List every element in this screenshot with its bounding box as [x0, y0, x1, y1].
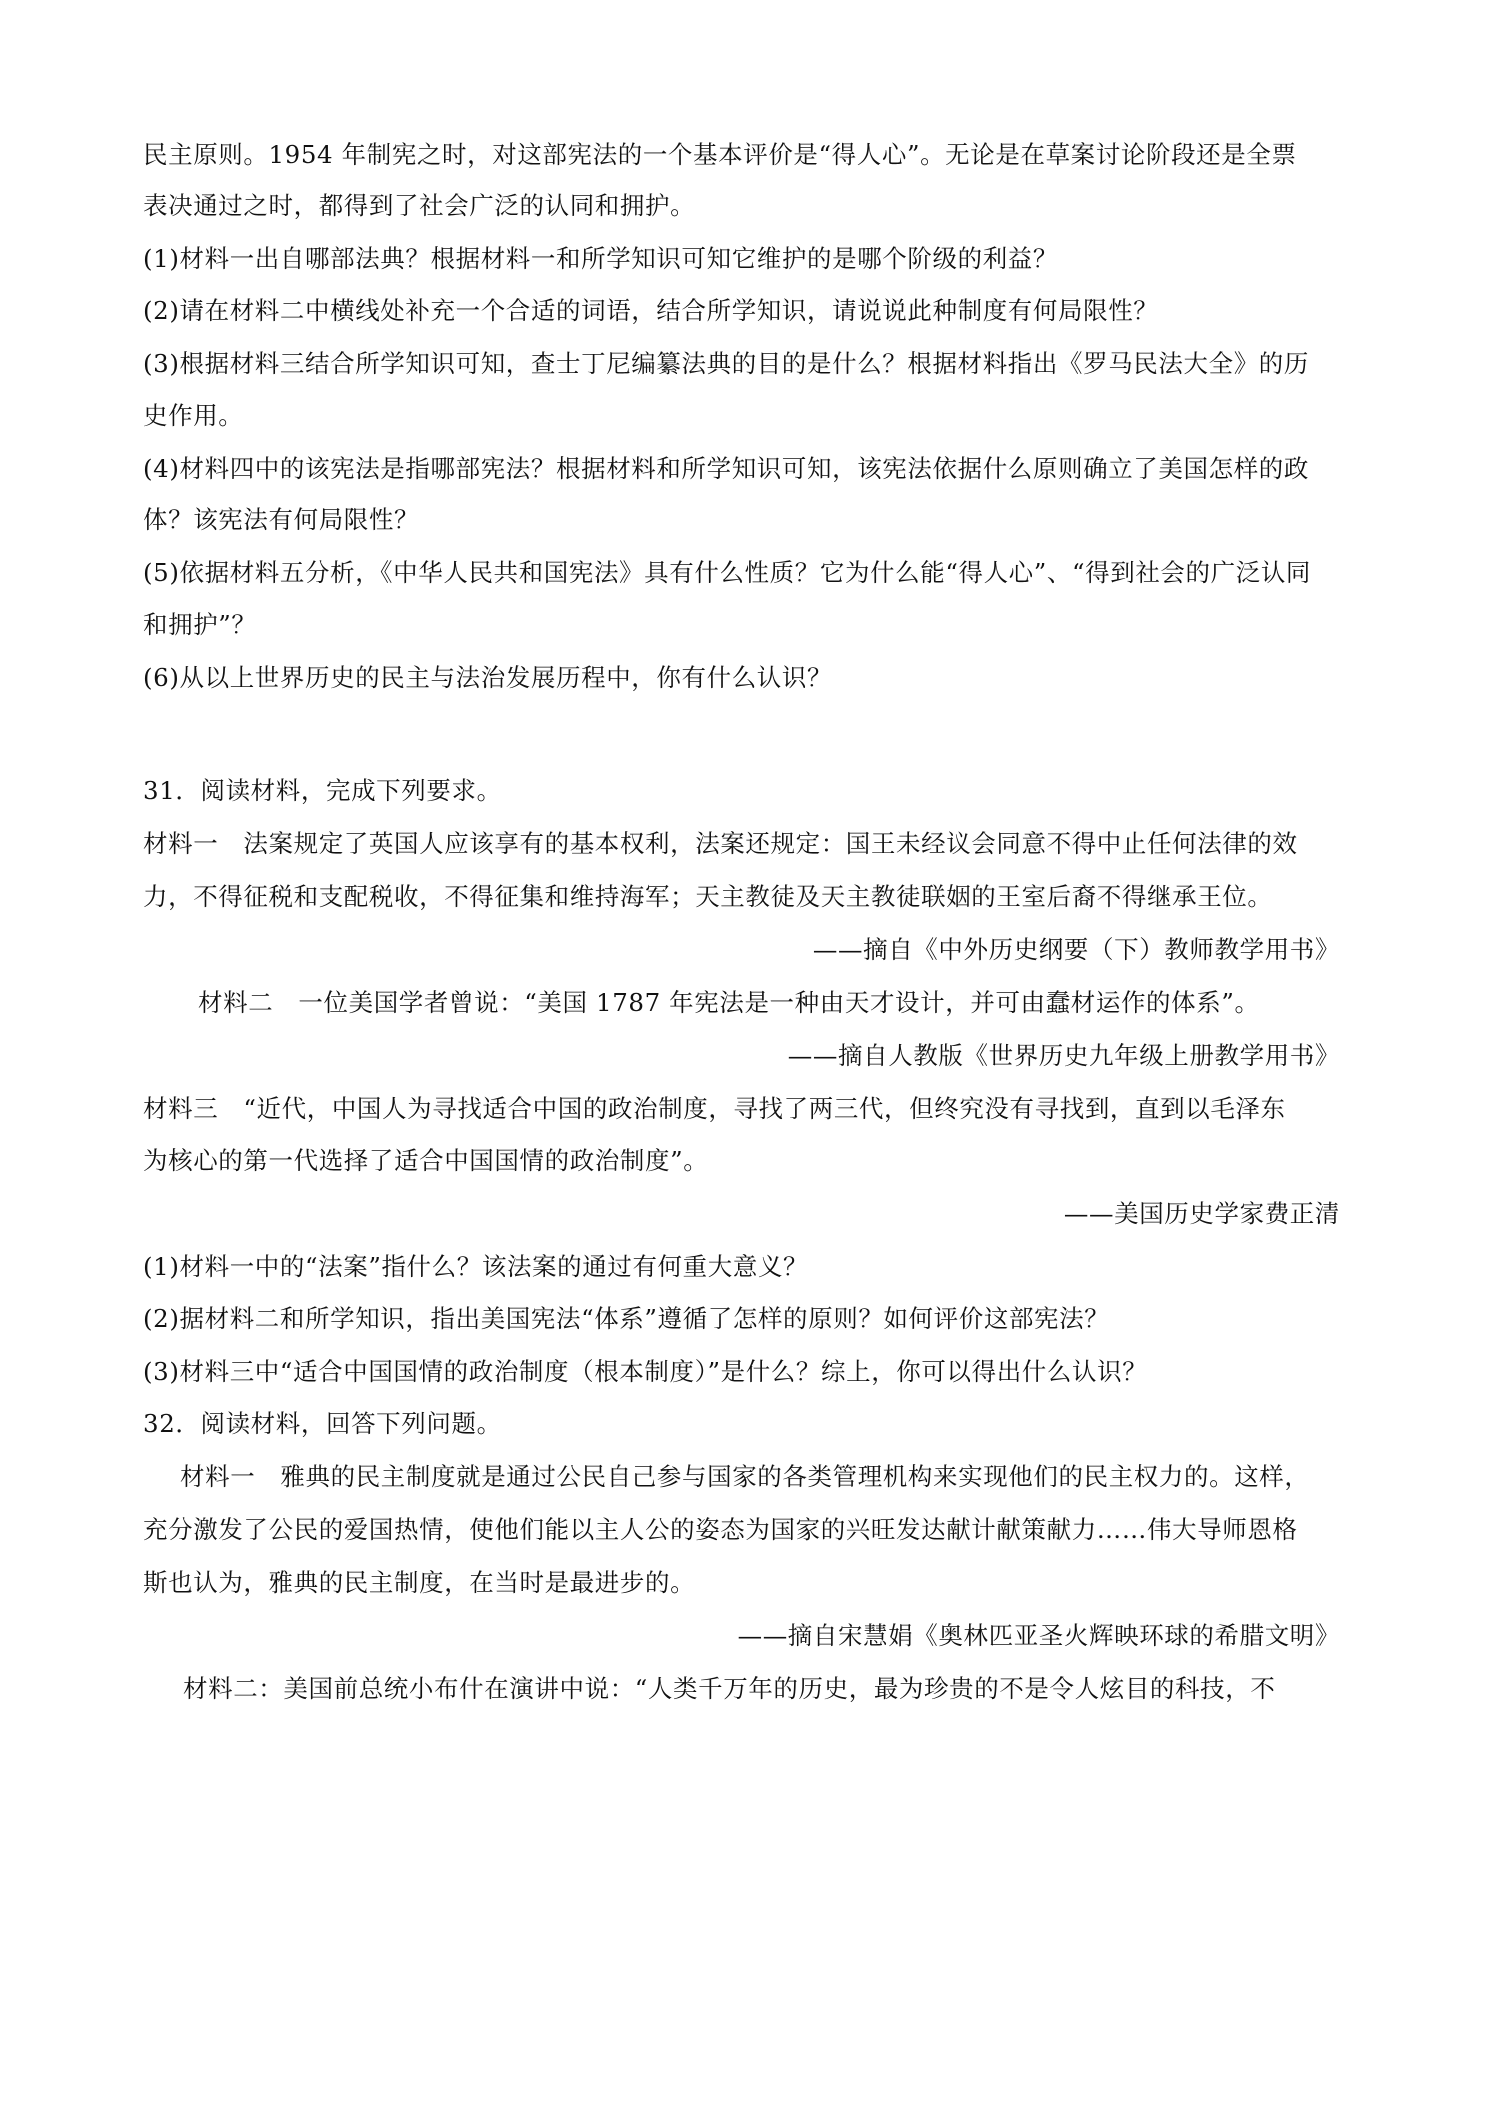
- q32-material-1-line-2: 充分激发了公民的爱国热情，使他们能以主人公的姿态为国家的兴旺发达献计献策献力……伟大导师恩格: [143, 1515, 1298, 1544]
- q30-question-4-line-1: (4)材料四中的该宪法是指哪部宪法？根据材料和所学知识可知，该宪法依据什么原则确立了美国怎样的政: [143, 454, 1309, 483]
- q32-material-2-line-1: 材料二：美国前总统小布什在演讲中说：“人类千万年的历史，最为珍贵的不是令人炫目的科技，不: [183, 1674, 1276, 1703]
- q31-question-3: (3)材料三中“适合中国国情的政治制度（根本制度）”是什么？综上，你可以得出什么认识？: [143, 1357, 1148, 1386]
- q31-question-1: (1)材料一中的“法案”指什么？该法案的通过有何重大意义？: [143, 1252, 809, 1281]
- q31-material-3-line-2: 为核心的第一代选择了适合中国国情的政治制度”。: [143, 1146, 709, 1175]
- q32-material-1-source: ——摘自宋慧娟《奥林匹亚圣火辉映环球的希腊文明》: [737, 1621, 1340, 1650]
- q31-material-2-line-1: 材料二 一位美国学者曾说：“美国 1787 年宪法是一种由天才设计，并可由蠢材运作的体系”。: [198, 988, 1260, 1017]
- q30-question-5-line-1: (5)依据材料五分析，《中华人民共和国宪法》具有什么性质？它为什么能“得人心”、“得到社会的广泛认同: [143, 558, 1312, 587]
- q30-question-5-line-2: 和拥护”？: [143, 610, 257, 639]
- q32-material-1-line-3: 斯也认为，雅典的民主制度，在当时是最进步的。: [143, 1568, 696, 1597]
- continuation-line-2: 表决通过之时，都得到了社会广泛的认同和拥护。: [143, 191, 696, 220]
- q30-question-3-line-2: 史作用。: [143, 401, 244, 430]
- q31-material-1-line-1: 材料一 法案规定了英国人应该享有的基本权利，法案还规定：国王未经议会同意不得中止任何法律的效: [143, 829, 1298, 858]
- q31-question-2: (2)据材料二和所学知识，指出美国宪法“体系”遵循了怎样的原则？如何评价这部宪法？: [143, 1304, 1110, 1333]
- q30-question-1: (1)材料一出自哪部法典？根据材料一和所学知识可知它维护的是哪个阶级的利益？: [143, 244, 1059, 273]
- q30-question-4-line-2: 体？该宪法有何局限性？: [143, 505, 420, 534]
- q31-material-3-line-1: 材料三 “近代，中国人为寻找适合中国的政治制度，寻找了两三代，但终究没有寻找到，直到以毛泽东: [143, 1094, 1286, 1123]
- q30-question-3-line-1: (3)根据材料三结合所学知识可知，查士丁尼编纂法典的目的是什么？根据材料指出《罗马民法大全》的历: [143, 349, 1309, 378]
- q31-heading: 31．阅读材料，完成下列要求。: [143, 776, 502, 805]
- q31-material-3-source: ——美国历史学家费正清: [1063, 1199, 1340, 1228]
- q32-material-1-line-1: 材料一 雅典的民主制度就是通过公民自己参与国家的各类管理机构来实现他们的民主权力的。这样，: [180, 1462, 1310, 1491]
- q31-material-1-line-2: 力，不得征税和支配税收，不得征集和维持海军；天主教徒及天主教徒联姻的王室后裔不得继承王位。: [143, 882, 1273, 911]
- q30-question-2: (2)请在材料二中横线处补充一个合适的词语，结合所学知识，请说说此种制度有何局限性？: [143, 296, 1159, 325]
- q32-heading: 32．阅读材料，回答下列问题。: [143, 1409, 502, 1438]
- q30-question-6: (6)从以上世界历史的民主与法治发展历程中，你有什么认识？: [143, 663, 833, 692]
- q31-material-2-source: ——摘自人教版《世界历史九年级上册教学用书》: [787, 1041, 1340, 1070]
- continuation-line-1: 民主原则。1954 年制宪之时，对这部宪法的一个基本评价是“得人心”。无论是在草案讨论阶段还是全票: [143, 140, 1297, 169]
- q31-material-1-source: ——摘自《中外历史纲要（下）教师教学用书》: [812, 935, 1340, 964]
